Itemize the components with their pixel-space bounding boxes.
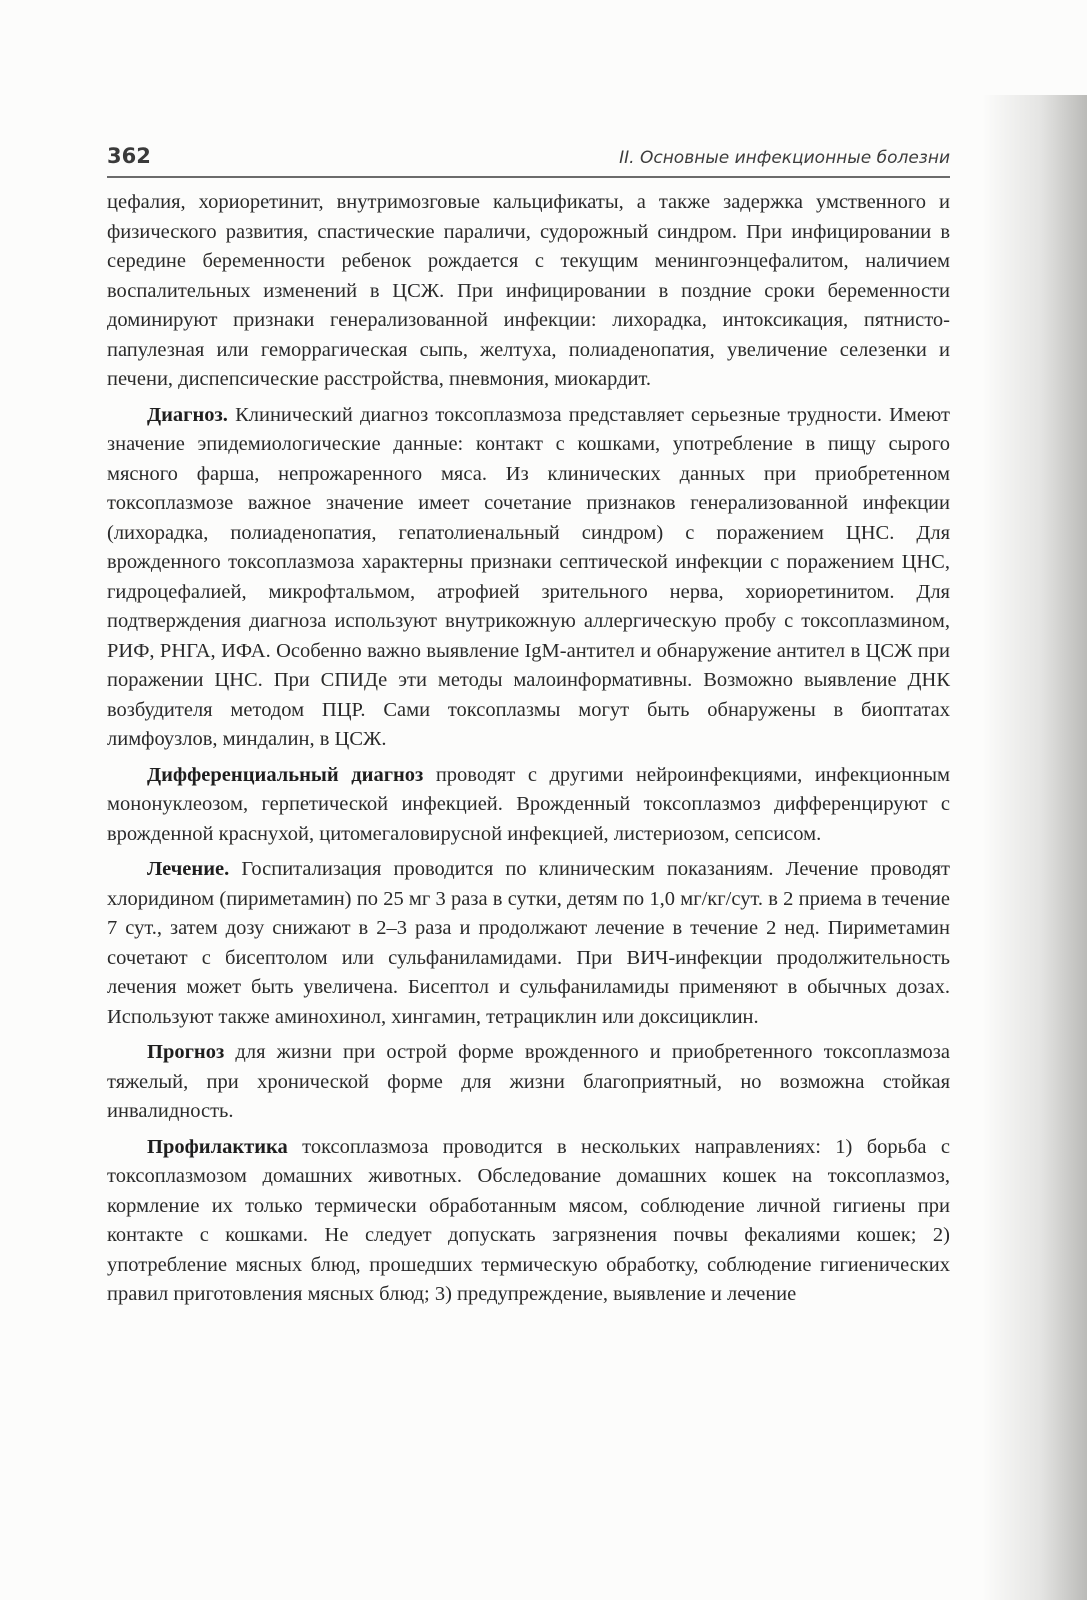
paragraph-differential-diagnosis: [107, 761, 950, 850]
section-heading-treatment: Лечение.: [147, 858, 230, 880]
paragraph-text: Клинический диагноз токсоплазмоза представляет серьезные трудности. Имеют значение эпидемиологические данные: контакт с кошками, употребление в пищу сырого мясного фарша, непрожаренного мяса. Из клинических данных при приобретенном токсоплазмозе важное значение имеет сочетание признаков генерализованной инфекции (лихорадка, полиаденопатия, гепатолиенальный синдром) с поражением ЦНС. Для врожденного токсоплазмоза характерны признаки септической инфекции с поражением ЦНС, гидроцефалией, микрофтальмом, атрофией зрительного нерва, хориоретинитом. Для подтверждения диагноза используют внутрикожную аллергическую пробу с токсоплазмином, РИФ, РНГА, ИФА. Особенно важно выявление IgM-антител и обнаружение антител в ЦСЖ при поражении ЦНС. При СПИДе эти методы малоинформативны. Возможно выявление ДНК возбудителя методом ПЦР. Сами токсоплазмы могут быть обнаружены в биоптатах лимфоузлов, миндалин, в ЦСЖ.: [107, 403, 950, 750]
binding-shadow: [982, 95, 1087, 1600]
paragraph-treatment: [107, 855, 950, 1032]
body-text: [107, 188, 950, 1316]
section-heading-prevention: Профилактика: [147, 1135, 288, 1158]
paragraph-text: токсоплазмоза проводится в нескольких направлениях: 1) борьба с токсоплазмозом домашних животных. Обследование домашних кошек на токсоплазмоз, кормление их только термически обработанным мясом, соблюдение личной гигиены при контакте с кошками. Не следует допускать загрязнения почвы фекалиями кошек; 2) употребление мясных блюд, прошедших термическую обработку, соблюдение гигиенических правил приготовления мясных блюд; 3) предупреждение, выявление и лечение: [107, 1135, 950, 1305]
section-heading-diagnosis: Диагноз.: [147, 403, 228, 426]
page-number: 362: [107, 144, 151, 168]
running-header: [107, 142, 950, 178]
paragraph-continuation: [107, 188, 950, 395]
paragraph-text: цефалия, хориоретинит, внутримозговые кальцификаты, а также задержка умственного и физического развития, спастические параличи, судорожный синдром. При инфицировании в середине беременности ребенок рождается с текущим менингоэнцефалитом, наличием воспалительных изменений в ЦСЖ. При инфицировании в поздние сроки беременности доминируют признаки генерализованной инфекции: лихорадка, интоксикация, пятнисто-папулезная или геморрагическая сыпь, желтуха, полиаденопатия, увеличение селезенки и печени, диспепсические расстройства, пневмония, миокардит.: [107, 191, 950, 390]
paragraph-prognosis: [107, 1038, 950, 1127]
paragraph-prevention: [107, 1133, 950, 1310]
section-heading-differential-diagnosis: Дифференциальный диагноз: [147, 763, 424, 786]
section-heading-prognosis: Прогноз: [147, 1041, 225, 1063]
paragraph-text: проводят с другими нейроинфекциями, инфекционным мононуклеозом, герпетической инфекцией. Врожденный токсоплазмоз дифференцируют с врожденной краснухой, цитомегаловирусной инфекцией, листериозом, сепсисом.: [107, 763, 950, 845]
paragraph-text: для жизни при острой форме врожденного и приобретенного токсоплазмоза тяжелый, при хронической форме для жизни благоприятный, но возможна стойкая инвалидность.: [107, 1041, 950, 1122]
paragraph-text: Госпитализация проводится по клиническим показаниям. Лечение проводят хлоридином (пириметамин) по 25 мг 3 раза в сутки, детям по 1,0 мг/кг/сут. в 2 приема в течение 7 сут., затем дозу снижают в 2–3 раза и продолжают лечение в течение 2 нед. Пириметамин сочетают с бисептолом или сульфаниламидами. При ВИЧ-инфекции продолжительность лечения может быть увеличена. Бисептол и сульфаниламиды применяют в обычных дозах. Используют также аминохинол, хингамин, тетрациклин или доксициклин.: [107, 858, 950, 1028]
chapter-title: II. Основные инфекционные болезни: [619, 148, 950, 168]
paragraph-diagnosis: [107, 401, 950, 755]
